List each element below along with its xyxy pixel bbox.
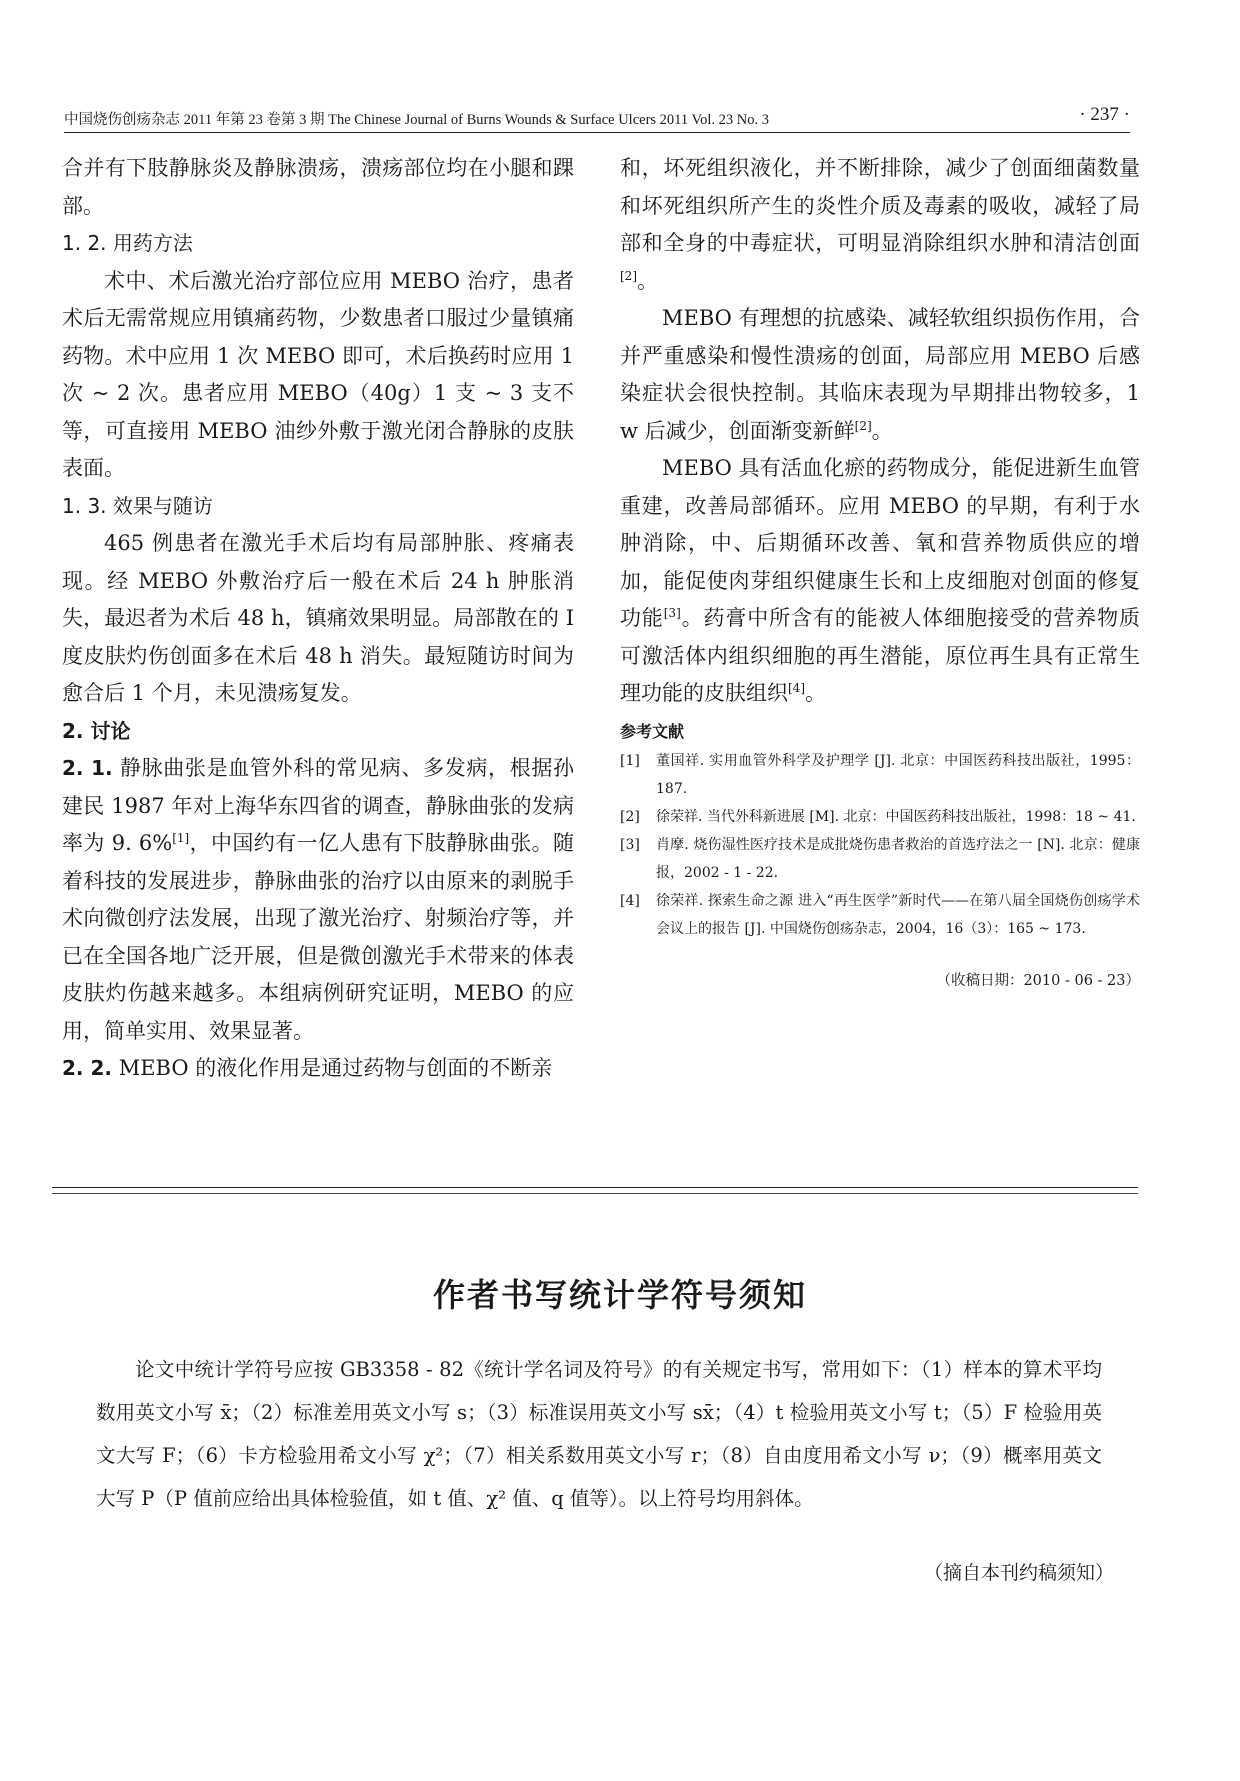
paragraph bbox=[62, 750, 574, 1050]
section-heading-1-3: 1. 3. 效果与随访 bbox=[62, 493, 213, 518]
received-date: （收稿日期：2010 - 06 - 23） bbox=[936, 972, 1140, 989]
section-number-2-1: 2. 1. bbox=[62, 756, 113, 780]
paragraph: 合并有下肢静脉炎及静脉溃疡，溃疡部位均在小腿和踝部。 bbox=[62, 156, 574, 218]
paragraph bbox=[620, 450, 1140, 713]
paragraph-text: MEBO 具有活血化瘀的药物成分，能促进新生血管重建，改善局部循环。应用 MEBO 的早期，有利于水肿消除，中、后期循环改善、氧和营养物质供应的增加，能促使肉芽组织健康生长和上皮细胞对创面的修复功能 bbox=[620, 456, 1140, 630]
section-heading-1-2: 1. 2. 用药方法 bbox=[62, 231, 193, 255]
reference-text: 肖摩. 烧伤湿性医疗技术是成批烧伤患者救治的首选疗法之一 [N]. 北京：健康报，2002 - 1 - 22. bbox=[656, 836, 1140, 881]
left-column bbox=[62, 150, 574, 1088]
reference-number: [3] bbox=[620, 836, 640, 853]
reference-number: [4] bbox=[620, 892, 640, 909]
right-column bbox=[620, 150, 1140, 995]
citation-ref: [4] bbox=[788, 681, 805, 695]
paragraph-text: 。 bbox=[805, 681, 826, 705]
reference-item bbox=[620, 803, 1140, 831]
section-divider-thin bbox=[52, 1193, 1138, 1194]
paragraph-text: 。 bbox=[637, 268, 658, 293]
reference-list bbox=[620, 747, 1140, 943]
reference-item bbox=[620, 747, 1140, 803]
running-header bbox=[64, 104, 1130, 133]
paragraph-text: 。药膏中所含有的能被人体细胞接受的营养物质可激活体内组织细胞的再生潜能，原位再生具有正常生理功能的皮肤组织 bbox=[620, 606, 1141, 705]
reference-item bbox=[620, 831, 1140, 887]
notice-body bbox=[96, 1348, 1102, 1520]
notice-title: 作者书写统计学符号须知 bbox=[432, 1276, 807, 1314]
paragraph: 术中、术后激光治疗部位应用 MEBO 治疗，患者术后无需常规应用镇痛药物，少数患者口服过少量镇痛药物。术中应用 1 次 MEBO 即可，术后换药时应用 1 次 ~ 2 次。患者应用 MEBO（40g）1 支 ~ 3 支不等，可直接用 MEBO 油纱外敷于激光闭合静脉的皮肤表面。 bbox=[62, 268, 574, 480]
paragraph bbox=[62, 1050, 574, 1088]
reference-text: 徐荣祥. 探索生命之源 进入“再生医学”新时代——在第八届全国烧伤创疡学术会议上的报告 [J]. 中国烧伤创疡杂志，2004，16（3）：165 ~ 173. bbox=[656, 892, 1140, 937]
citation-ref: [2] bbox=[854, 418, 872, 433]
reference-text: 董国祥. 实用血管外科学及护理学 [J]. 北京：中国医药科技出版社，1995：187. bbox=[656, 752, 1140, 797]
reference-number: [2] bbox=[620, 808, 640, 825]
section-heading-2 bbox=[62, 713, 574, 751]
section-heading-2-text: 2. 讨论 bbox=[62, 718, 131, 743]
page-number: · 237 · bbox=[1079, 104, 1130, 125]
reference-text: 徐荣祥. 当代外科新进展 [M]. 北京：中国医药科技出版社，1998：18 ~ 41. bbox=[656, 808, 1136, 825]
section-divider bbox=[52, 1187, 1138, 1188]
citation-ref: [2] bbox=[620, 268, 637, 283]
notice-paragraph: 论文中统计学符号应按 GB3358 - 82《统计学名词及符号》的有关规定书写，常用如下：（1）样本的算术平均数用英文小写 x̄；（2）标准差用英文小写 s；（3）标准误用英文小写 sx̄；（4）t 检验用英文小写 t；（5）F 检验用英文大写 F；（6）卡方检验用希文小写 χ²；（7）相关系数用英文小写 r；（8）自由度用希文小写 ν；（9）概率用英文大写 P（P 值前应给出具体检验值，如 t 值、χ² 值、q 值等）。以上符号均用斜体。 bbox=[96, 1358, 1102, 1510]
citation-ref: [3] bbox=[663, 606, 681, 620]
paragraph-text: 静脉曲张是血管外科的常见病、多发病，根据孙建民 1987 年对上海华东四省的调查，静脉曲张的发病率为 9. 6% bbox=[62, 756, 574, 855]
paragraph-text: ，中国约有一亿人患有下肢静脉曲张。随着科技的发展进步，静脉曲张的治疗以由原来的剥脱手术向微创疗法发展，出现了激光治疗、射频治疗等，并已在全国各地广泛开展，但是微创激光手术带来的体表皮肤灼伤越来越多。本组病例研究证明，MEBO 的应用，简单实用、效果显著。 bbox=[62, 831, 575, 1043]
journal-citation: 中国烧伤创疡杂志 2011 年第 23 卷第 3 期 The Chinese Journal of Burns Wounds & Surface Ulcers 2011 Vol. 23 No. 3 bbox=[64, 112, 769, 128]
paragraph-text: MEBO 有理想的抗感染、减轻软组织损伤作用，合并严重感染和慢性溃疡的创面，局部应用 MEBO 后感染症状会很快控制。其临床表现为早期排出物较多，1 w 后减少，创面渐变新鲜 bbox=[620, 306, 1140, 443]
section-number-2-2: 2. 2. bbox=[62, 1056, 112, 1080]
paragraph bbox=[620, 300, 1140, 450]
paragraph-text: 。 bbox=[871, 418, 893, 443]
paragraph: 465 例患者在激光手术后均有局部肿胀、疼痛表现。经 MEBO 外敷治疗后一般在术后 24 h 肿胀消失，最迟者为术后 48 h，镇痛效果明显。局部散在的 I 度皮肤灼伤创面多在术后 48 h 消失。最短随访时间为愈合后 1 个月，未见溃疡复发。 bbox=[62, 531, 574, 705]
references-heading: 参考文献 bbox=[620, 721, 685, 741]
paragraph-text: MEBO 的液化作用是通过药物与创面的不断亲 bbox=[118, 1056, 553, 1080]
citation-ref: [1] bbox=[172, 831, 190, 845]
paragraph-text: 和，坏死组织液化，并不断排除，减少了创面细菌数量和坏死组织所产生的炎性介质及毒素的吸收，减轻了局部和全身的中毒症状，可明显消除组织水肿和清洁创面 bbox=[620, 156, 1140, 255]
paragraph bbox=[620, 150, 1140, 300]
notice-source: （摘自本刊约稿须知） bbox=[923, 1562, 1114, 1584]
reference-number: [1] bbox=[620, 752, 640, 769]
reference-item bbox=[620, 887, 1140, 943]
